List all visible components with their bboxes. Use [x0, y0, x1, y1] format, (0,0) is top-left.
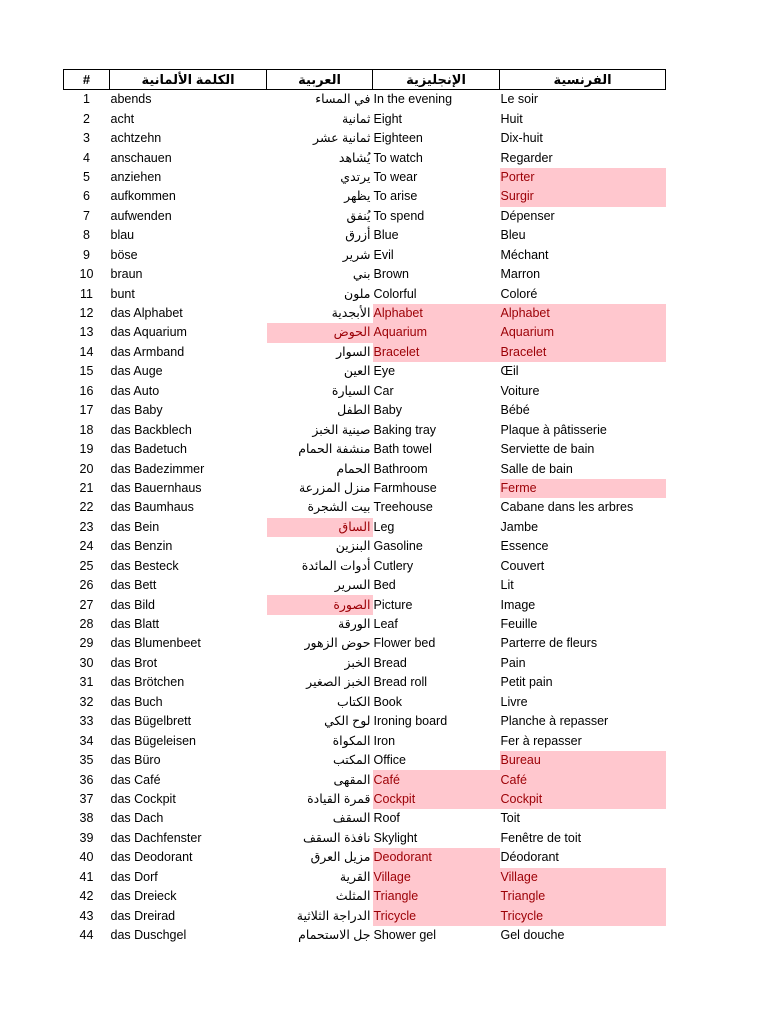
cell-french: Regarder	[500, 150, 553, 165]
cell-german: das Backblech	[110, 422, 192, 437]
cell-number: 5	[83, 169, 90, 184]
cell-number: 34	[79, 733, 94, 748]
table-row	[64, 187, 666, 206]
cell-french: Feuille	[500, 617, 538, 632]
cell-german: das Bauernhaus	[110, 480, 202, 495]
cell-german: abends	[110, 92, 152, 107]
cell-english: Cockpit	[373, 790, 500, 809]
cell-arabic: المقهى	[333, 772, 371, 787]
table-row	[64, 498, 666, 517]
cell-arabic: نافذة السقف	[302, 830, 371, 845]
cell-number: 10	[79, 267, 94, 282]
cell-arabic: المكتب	[333, 753, 371, 768]
cell-german: aufkommen	[110, 189, 176, 204]
cell-number: 18	[79, 422, 94, 437]
cell-german: das Dachfenster	[110, 830, 202, 845]
cell-english: Blue	[373, 228, 399, 243]
cell-number: 20	[79, 461, 94, 476]
table-row	[64, 887, 666, 906]
cell-arabic: البنزين	[335, 539, 371, 554]
cell-english: Treehouse	[373, 500, 433, 515]
cell-arabic: منشفة الحمام	[298, 442, 371, 457]
cell-english: Roof	[373, 811, 400, 826]
cell-arabic: الدراجة الثلاثية	[296, 908, 371, 923]
cell-german: das Buch	[110, 694, 163, 709]
cell-arabic: شرير	[342, 247, 371, 262]
table-row	[64, 751, 666, 770]
cell-german: das Dach	[110, 811, 164, 826]
cell-arabic: الكتاب	[336, 694, 371, 709]
cell-number: 27	[79, 597, 94, 612]
cell-english: Bed	[373, 578, 396, 593]
table-row	[64, 168, 666, 187]
table-row	[64, 848, 666, 867]
cell-german: das Blatt	[110, 617, 160, 632]
cell-english: Eight	[373, 111, 402, 126]
cell-number: 32	[79, 694, 94, 709]
header-number: #	[64, 70, 110, 90]
cell-arabic: الصورة	[267, 595, 373, 614]
cell-arabic: المثلث	[335, 889, 371, 904]
cell-number: 36	[79, 772, 94, 787]
cell-number: 3	[83, 131, 90, 146]
table-row	[64, 829, 666, 848]
cell-arabic: ثمانية عشر	[313, 131, 371, 146]
cell-number: 15	[79, 364, 94, 379]
cell-english: Baby	[373, 403, 402, 418]
cell-english: Book	[373, 694, 402, 709]
cell-arabic: مزيل العرق	[310, 850, 371, 865]
cell-english: Bracelet	[373, 343, 500, 362]
cell-french: Méchant	[500, 247, 549, 262]
cell-number: 24	[79, 539, 94, 554]
cell-french: Petit pain	[500, 675, 553, 690]
cell-number: 23	[79, 519, 94, 534]
cell-english: Bath towel	[373, 442, 432, 457]
table-row	[64, 731, 666, 750]
cell-french: Plaque à pâtisserie	[500, 422, 607, 437]
cell-number: 22	[79, 500, 94, 515]
cell-french: Image	[500, 597, 536, 612]
cell-german: das Baby	[110, 403, 163, 418]
cell-number: 13	[79, 325, 94, 340]
vocabulary-sheet	[63, 69, 665, 945]
cell-french: Voiture	[500, 383, 540, 398]
table-row	[64, 148, 666, 167]
cell-french: Bureau	[500, 751, 666, 770]
cell-number: 12	[79, 306, 94, 321]
cell-number: 8	[83, 228, 90, 243]
cell-german: das Café	[110, 772, 161, 787]
cell-arabic: قمرة القيادة	[307, 791, 371, 806]
cell-german: das Bett	[110, 578, 157, 593]
cell-arabic: الورقة	[338, 617, 371, 632]
cell-number: 28	[79, 617, 94, 632]
cell-arabic: السيارة	[331, 383, 371, 398]
cell-french: Essence	[500, 539, 549, 554]
table-row	[64, 654, 666, 673]
table-row	[64, 246, 666, 265]
cell-french: Marron	[500, 267, 541, 282]
cell-number: 26	[79, 578, 94, 593]
table-row	[64, 129, 666, 148]
table-row	[64, 323, 666, 342]
cell-german: das Auto	[110, 383, 160, 398]
table-row	[64, 576, 666, 595]
table-row	[64, 459, 666, 478]
cell-english: To arise	[373, 189, 418, 204]
header-row	[64, 70, 666, 90]
cell-german: das Bügeleisen	[110, 733, 196, 748]
cell-arabic: الأبجدية	[331, 306, 371, 321]
cell-german: das Benzin	[110, 539, 173, 554]
cell-number: 19	[79, 442, 94, 457]
table-row	[64, 557, 666, 576]
cell-english: Office	[373, 753, 406, 768]
cell-number: 11	[80, 286, 93, 301]
cell-arabic: العين	[343, 364, 371, 379]
cell-french: Coloré	[500, 286, 538, 301]
cell-arabic: السوار	[336, 344, 371, 359]
cell-arabic: الحوض	[267, 323, 373, 342]
cell-french: Dix-huit	[500, 131, 543, 146]
table-row	[64, 595, 666, 614]
cell-english: Café	[373, 770, 500, 789]
cell-german: das Baumhaus	[110, 500, 194, 515]
cell-english: Farmhouse	[373, 480, 437, 495]
cell-german: das Alphabet	[110, 306, 183, 321]
cell-english: Aquarium	[373, 323, 500, 342]
cell-french: Surgir	[500, 187, 666, 206]
cell-english: Triangle	[373, 887, 500, 906]
cell-german: das Dreieck	[110, 889, 177, 904]
cell-english: Bread roll	[373, 675, 427, 690]
table-body	[64, 90, 666, 946]
cell-arabic: الساق	[267, 518, 373, 537]
cell-arabic: بني	[352, 267, 371, 282]
table-row	[64, 382, 666, 401]
cell-french: Toit	[500, 811, 520, 826]
cell-arabic: ملون	[344, 286, 371, 301]
cell-french: Alphabet	[500, 304, 666, 323]
cell-english: Gasoline	[373, 539, 423, 554]
table-row	[64, 809, 666, 828]
cell-german: das Aquarium	[110, 325, 187, 340]
vocabulary-table	[63, 69, 666, 945]
cell-english: Cutlery	[373, 558, 414, 573]
cell-number: 44	[79, 928, 94, 943]
cell-french: Café	[500, 770, 666, 789]
cell-french: Bleu	[500, 228, 526, 243]
cell-french: Fer à repasser	[500, 733, 582, 748]
cell-english: Car	[373, 383, 394, 398]
cell-english: To wear	[373, 169, 418, 184]
cell-german: acht	[110, 111, 135, 126]
table-row	[64, 868, 666, 887]
cell-english: Eighteen	[373, 131, 423, 146]
cell-french: Lit	[500, 578, 514, 593]
cell-number: 6	[83, 189, 90, 204]
table-row	[64, 265, 666, 284]
header-arabic: العربية	[267, 70, 373, 90]
cell-french: Parterre de fleurs	[500, 636, 598, 651]
cell-french: Bracelet	[500, 343, 666, 362]
cell-arabic: الخبز الصغير	[306, 675, 371, 690]
cell-german: das Armband	[110, 344, 185, 359]
cell-arabic: يرتدي	[340, 169, 371, 184]
cell-german: das Cockpit	[110, 791, 176, 806]
cell-number: 14	[79, 344, 94, 359]
cell-english: Alphabet	[373, 304, 500, 323]
table-row	[64, 634, 666, 653]
cell-english: Ironing board	[373, 714, 448, 729]
table-row	[64, 693, 666, 712]
cell-arabic: بيت الشجرة	[307, 500, 371, 515]
cell-english: Eye	[373, 364, 396, 379]
cell-german: das Büro	[110, 753, 161, 768]
cell-german: das Bild	[110, 597, 155, 612]
table-row	[64, 518, 666, 537]
cell-french: Cockpit	[500, 790, 666, 809]
cell-arabic: أدوات المائدة	[301, 558, 371, 573]
cell-number: 31	[79, 675, 94, 690]
header-english: الإنجليزية	[373, 70, 500, 90]
cell-english: Evil	[373, 247, 394, 262]
cell-french: Fenêtre de toit	[500, 830, 582, 845]
cell-number: 42	[79, 889, 94, 904]
cell-german: das Brot	[110, 655, 158, 670]
cell-german: böse	[110, 247, 138, 262]
table-row	[64, 362, 666, 381]
cell-number: 17	[79, 403, 94, 418]
cell-number: 38	[79, 811, 94, 826]
cell-arabic: السرير	[334, 578, 371, 593]
cell-german: bunt	[110, 286, 135, 301]
table-row	[64, 420, 666, 439]
cell-arabic: منزل المزرعة	[298, 480, 371, 495]
table-row	[64, 673, 666, 692]
cell-english: Flower bed	[373, 636, 436, 651]
cell-french: Couvert	[500, 558, 545, 573]
cell-english: Skylight	[373, 830, 418, 845]
cell-number: 30	[79, 655, 94, 670]
table-row	[64, 343, 666, 362]
cell-german: aufwenden	[110, 208, 172, 223]
cell-arabic: في المساء	[315, 92, 371, 107]
cell-french: Le soir	[500, 92, 539, 107]
cell-french: Salle de bain	[500, 461, 573, 476]
cell-english: Leaf	[373, 617, 398, 632]
table-row	[64, 109, 666, 128]
cell-english: Bread	[373, 655, 407, 670]
cell-arabic: الخبز	[344, 655, 371, 670]
cell-arabic: أزرق	[345, 228, 371, 243]
cell-english: To watch	[373, 150, 423, 165]
cell-arabic: جل الاستحمام	[298, 928, 371, 943]
cell-number: 35	[79, 753, 94, 768]
cell-english: Brown	[373, 267, 409, 282]
cell-english: Deodorant	[373, 848, 500, 867]
cell-german: das Badetuch	[110, 442, 187, 457]
table-row	[64, 926, 666, 945]
cell-number: 21	[79, 480, 94, 495]
cell-german: das Auge	[110, 364, 163, 379]
table-row	[64, 906, 666, 925]
cell-french: Triangle	[500, 887, 666, 906]
cell-french: Pain	[500, 655, 526, 670]
header-french: الفرنسية	[500, 70, 666, 90]
cell-german: anziehen	[110, 169, 162, 184]
cell-french: Serviette de bain	[500, 442, 595, 457]
cell-german: das Badezimmer	[110, 461, 205, 476]
cell-number: 41	[79, 869, 94, 884]
cell-german: achtzehn	[110, 131, 162, 146]
cell-french: Tricycle	[500, 906, 666, 925]
cell-french: Porter	[500, 168, 666, 187]
cell-french: Dépenser	[500, 208, 555, 223]
cell-arabic: الحمام	[336, 461, 371, 476]
table-row	[64, 284, 666, 303]
cell-number: 33	[79, 714, 94, 729]
cell-french: Aquarium	[500, 323, 666, 342]
table-row	[64, 537, 666, 556]
cell-french: Cabane dans les arbres	[500, 500, 634, 515]
cell-arabic: المكواة	[332, 733, 371, 748]
cell-french: Gel douche	[500, 928, 565, 943]
cell-german: das Blumenbeet	[110, 636, 201, 651]
cell-french: Bébé	[500, 403, 530, 418]
table-row	[64, 90, 666, 110]
cell-number: 37	[79, 791, 94, 806]
cell-arabic: يُنفق	[346, 208, 371, 223]
cell-english: Colorful	[373, 286, 417, 301]
header-german: الكلمة الألمانية	[110, 70, 267, 90]
table-row	[64, 226, 666, 245]
cell-arabic: القرية	[339, 869, 371, 884]
cell-arabic: يُشاهد	[338, 150, 371, 165]
cell-french: Déodorant	[500, 850, 559, 865]
table-row	[64, 304, 666, 323]
cell-english: Leg	[373, 519, 395, 534]
cell-arabic: الطفل	[337, 403, 371, 418]
cell-english: Baking tray	[373, 422, 437, 437]
cell-german: anschauen	[110, 150, 172, 165]
cell-english: Village	[373, 868, 500, 887]
cell-arabic: ثمانية	[342, 111, 371, 126]
table-row	[64, 440, 666, 459]
cell-number: 1	[83, 92, 90, 107]
cell-number: 4	[83, 150, 90, 165]
cell-english: Shower gel	[373, 928, 437, 943]
table-row	[64, 615, 666, 634]
cell-arabic: حوض الزهور	[304, 636, 371, 651]
cell-number: 39	[79, 830, 94, 845]
cell-number: 9	[83, 247, 90, 262]
cell-english: Iron	[373, 733, 396, 748]
cell-german: das Brötchen	[110, 675, 185, 690]
cell-german: das Dreirad	[110, 908, 176, 923]
cell-number: 16	[79, 383, 94, 398]
cell-arabic: صينية الخبز	[312, 422, 371, 437]
cell-english: Tricycle	[373, 906, 500, 925]
cell-number: 40	[79, 850, 94, 865]
cell-german: das Besteck	[110, 558, 179, 573]
cell-french: Œil	[500, 364, 519, 379]
cell-arabic: لوح الكي	[324, 714, 371, 729]
cell-number: 25	[79, 558, 94, 573]
table-row	[64, 712, 666, 731]
cell-arabic: يظهر	[344, 189, 371, 204]
cell-german: blau	[110, 228, 135, 243]
cell-number: 29	[79, 636, 94, 651]
cell-german: das Duschgel	[110, 928, 187, 943]
cell-german: das Bein	[110, 519, 160, 534]
cell-english: Picture	[373, 597, 413, 612]
cell-french: Huit	[500, 111, 523, 126]
cell-english: Bathroom	[373, 461, 428, 476]
table-row	[64, 479, 666, 498]
cell-english: In the evening	[373, 92, 453, 107]
cell-english: To spend	[373, 208, 425, 223]
cell-french: Village	[500, 868, 666, 887]
cell-german: das Deodorant	[110, 850, 193, 865]
cell-number: 2	[83, 111, 90, 126]
table-row	[64, 790, 666, 809]
table-row	[64, 207, 666, 226]
cell-number: 7	[83, 208, 90, 223]
cell-arabic: السقف	[332, 811, 371, 826]
cell-french: Jambe	[500, 519, 539, 534]
cell-french: Ferme	[500, 479, 666, 498]
cell-german: braun	[110, 267, 143, 282]
cell-number: 43	[79, 908, 94, 923]
cell-french: Planche à repasser	[500, 714, 609, 729]
table-row	[64, 770, 666, 789]
cell-german: das Dorf	[110, 869, 158, 884]
table-row	[64, 401, 666, 420]
cell-german: das Bügelbrett	[110, 714, 192, 729]
cell-french: Livre	[500, 694, 528, 709]
